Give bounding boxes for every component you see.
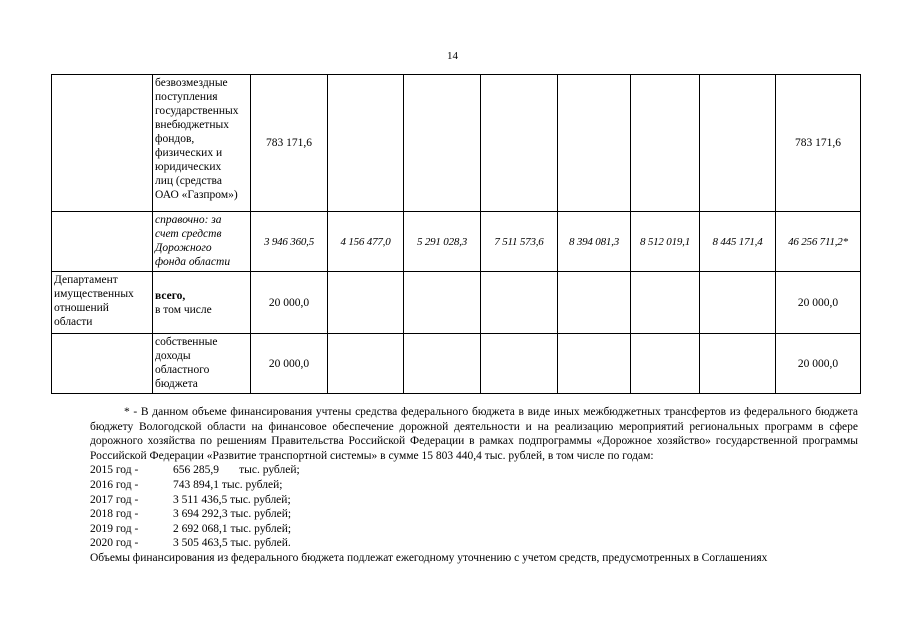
value-cell: 5 291 028,3 [404, 212, 481, 272]
value-cell: 8 512 019,1 [631, 212, 700, 272]
value-cell [700, 334, 776, 394]
value-cell [558, 75, 631, 212]
value-cell [481, 272, 558, 334]
source-cell: безвозмездные поступления государственных внебюджетных фондов, физических и юридических лиц (средства ОАО «Газпром») [153, 75, 251, 212]
table-row [52, 75, 861, 212]
year-label: 2017 год - [90, 493, 139, 506]
year-amount: 2 692 068,1 тыс. рублей; [173, 522, 292, 535]
value-cell [404, 75, 481, 212]
value-cell [558, 334, 631, 394]
value-cell [328, 272, 404, 334]
year-label: 2015 год - [90, 464, 139, 477]
value-cell: 8 445 171,4 [700, 212, 776, 272]
value-cell [631, 334, 700, 394]
department-cell [52, 212, 153, 272]
year-amount: 743 894,1 тыс. рублей; [173, 478, 283, 491]
value-cell: 4 156 477,0 [328, 212, 404, 272]
year-label: 2016 год - [90, 478, 139, 491]
year-amount: 656 285,9 тыс. рублей; [173, 464, 300, 477]
year-label: 2018 год - [90, 508, 139, 521]
footnote [90, 405, 858, 566]
value-cell [328, 75, 404, 212]
table-row [52, 334, 861, 394]
total-cell: 20 000,0 [776, 334, 861, 394]
value-cell [481, 334, 558, 394]
value-cell: 20 000,0 [251, 272, 328, 334]
value-cell [631, 75, 700, 212]
financing-table [51, 74, 861, 394]
value-cell [631, 272, 700, 334]
year-line [90, 522, 858, 537]
year-label: 2020 год - [90, 537, 139, 550]
total-cell: 46 256 711,2* [776, 212, 861, 272]
year-amount: 3 505 463,5 тыс. рублей. [173, 537, 291, 550]
page-number: 14 [447, 50, 458, 62]
year-line [90, 493, 858, 508]
department-cell [52, 334, 153, 394]
value-cell [481, 75, 558, 212]
table-row [52, 212, 861, 272]
footnote-paragraph: * - В данном объеме финансирования учтены средства федерального бюджета в виде иных межбюджетных трансфертов из федерального бюджета бюджету Вологодской области на финансовое обеспечение дорожной деятельности и на реализацию мероприятий региональных программ в сфере дорожного хозяйства по решениям Правительства Российской Федерации в рамках подпрограммы «Дорожное хозяйство» государственной программы Российской Федерации «Развитие транспортной системы» в сумме 15 803 440,4 тыс. рублей, в том числе по годам: [90, 406, 858, 462]
value-cell [404, 272, 481, 334]
department-cell: Департамент имущественных отношений области [52, 272, 153, 334]
year-amount: 3 694 292,3 тыс. рублей; [173, 508, 292, 521]
total-cell: 20 000,0 [776, 272, 861, 334]
department-cell [52, 75, 153, 212]
value-cell [328, 334, 404, 394]
year-amount: 3 511 436,5 тыс. рублей; [173, 493, 291, 506]
year-label: 2019 год - [90, 522, 139, 535]
source-cell: всего, в том числе [153, 272, 251, 334]
value-cell: 3 946 360,5 [251, 212, 328, 272]
year-line [90, 507, 858, 522]
source-cell: собственные доходы областного бюджета [153, 334, 251, 394]
source-cell: справочно: за счет средств Дорожного фонда области [153, 212, 251, 272]
value-cell [700, 272, 776, 334]
value-cell: 7 511 573,6 [481, 212, 558, 272]
year-line [90, 463, 858, 478]
value-cell [558, 272, 631, 334]
value-cell: 20 000,0 [251, 334, 328, 394]
year-line [90, 478, 858, 493]
closing-line: Объемы финансирования из федерального бюджета подлежат ежегодному уточнению с учетом средств, предусмотренных в Соглашениях [90, 551, 768, 564]
value-cell [404, 334, 481, 394]
year-line [90, 536, 858, 551]
value-cell: 8 394 081,3 [558, 212, 631, 272]
table-row [52, 272, 861, 334]
total-cell: 783 171,6 [776, 75, 861, 212]
value-cell [700, 75, 776, 212]
value-cell: 783 171,6 [251, 75, 328, 212]
